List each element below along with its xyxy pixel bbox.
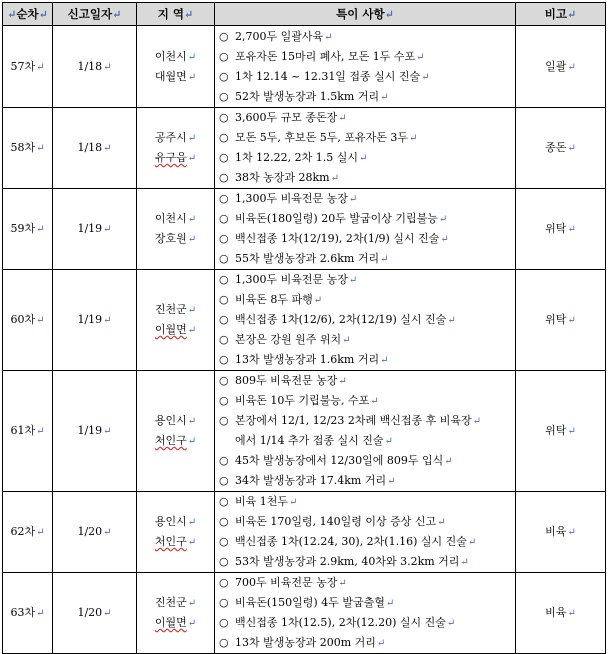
header-seq: ↵순차↵ <box>3 3 53 26</box>
detail-item: ○ 1차 12.22, 2차 1.5 실시↵ <box>219 148 515 168</box>
bullet-icon: ○ <box>219 515 229 528</box>
bullet-icon: ○ <box>219 171 229 184</box>
paragraph-mark-icon: ↵ <box>187 618 197 629</box>
bullet-icon: ○ <box>219 49 229 63</box>
paragraph-mark-icon: ↵ <box>289 497 298 508</box>
detail-item: ○ 53차 발생농장과 2.9km, 40차와 3.2km 거리↵ <box>219 552 515 572</box>
bullet-icon: ○ <box>219 353 229 366</box>
cell-seq: 60차↵ <box>3 270 53 371</box>
header-region: 지 역↵ <box>137 3 215 26</box>
paragraph-mark-icon: ↵ <box>36 426 45 437</box>
paragraph-mark-icon: ↵ <box>567 608 576 619</box>
detail-item: ○ 비육돈 170일령, 140일령 이상 증상 신고↵ <box>219 512 515 532</box>
cell-region: 이천시↵ 장호원↵ <box>137 189 215 270</box>
header-remarks: 비고↵ <box>516 3 606 26</box>
paragraph-mark-icon: ↵ <box>338 376 347 387</box>
table-row <box>3 270 606 371</box>
paragraph-mark-icon: ↵ <box>408 133 418 144</box>
detail-item: ○ 비육돈 8두 파행↵ <box>219 290 515 310</box>
detail-item: ○ 백신접종 1차(12.5), 2차(12.20) 실시 진술↵ <box>219 613 515 633</box>
paragraph-mark-icon: ↵ <box>567 143 576 154</box>
paragraph-mark-icon: ↵ <box>36 608 45 619</box>
paragraph-mark-icon: ↵ <box>187 325 197 336</box>
paragraph-mark-icon: ↵ <box>370 396 379 407</box>
paragraph-mark-icon: ↵ <box>440 234 449 245</box>
paragraph-mark-icon: ↵ <box>567 224 576 235</box>
paragraph-mark-icon: ↵ <box>103 608 112 619</box>
paragraph-mark-icon: ↵ <box>342 335 351 346</box>
paragraph-mark-icon: ↵ <box>187 133 197 144</box>
bullet-icon: ○ <box>219 414 229 427</box>
detail-item: ○ 1차 12.14 ~ 12.31일 접종 실시 진술↵ <box>219 67 515 87</box>
paragraph-mark-icon: ↵ <box>438 214 448 225</box>
paragraph-mark-icon: ↵ <box>447 315 456 326</box>
bullet-icon: ○ <box>219 313 229 326</box>
paragraph-mark-icon: ↵ <box>338 113 347 124</box>
table-row <box>3 492 606 573</box>
cell-remarks: 위탁↵ <box>516 189 606 270</box>
cell-seq: 57차↵ <box>3 26 53 108</box>
cell-seq: 63차↵ <box>3 573 53 654</box>
detail-item: ○ 809두 비육전문 농장↵ <box>219 371 515 391</box>
cell-region: 진천군↵ 이월면↵ <box>137 270 215 371</box>
paragraph-mark-icon: ↵ <box>103 527 112 538</box>
cell-date: 1/20↵ <box>53 573 137 654</box>
cell-region: 이천시↵ 대월면↵ <box>137 26 215 108</box>
paragraph-mark-icon: ↵ <box>387 476 396 487</box>
paragraph-mark-icon: ↵ <box>437 517 446 528</box>
bullet-icon: ○ <box>219 273 229 286</box>
cell-seq: 59차↵ <box>3 189 53 270</box>
detail-item: ○ 3,600두 규모 종돈장↵ <box>219 108 515 128</box>
cell-date: 1/20↵ <box>53 492 137 573</box>
cell-date: 1/19↵ <box>53 189 137 270</box>
cell-details <box>215 492 516 573</box>
paragraph-mark-icon: ↵ <box>36 527 45 538</box>
detail-item: ○ 모돈 5두, 후보돈 5두, 포유자돈 3두↵ <box>219 128 515 148</box>
header-row <box>3 3 606 26</box>
table-row <box>3 108 606 189</box>
bullet-icon: ○ <box>219 616 229 629</box>
bullet-icon: ○ <box>219 495 229 508</box>
paragraph-mark-icon: ↵ <box>348 194 358 205</box>
paragraph-mark-icon: ↵ <box>187 416 197 427</box>
bullet-icon: ○ <box>219 636 229 649</box>
paragraph-mark-icon: ↵ <box>36 61 45 73</box>
detail-item: ○ 1,300두 비육전문 농장↵ <box>219 270 515 290</box>
cell-details <box>215 26 516 108</box>
detail-item: ○ 본장에서 12/1, 12/23 2차례 백신접종 후 비육장↵ <box>219 411 515 431</box>
paragraph-mark-icon: ↵ <box>187 234 197 245</box>
cell-details <box>215 189 516 270</box>
bullet-icon: ○ <box>219 474 229 487</box>
paragraph-mark-icon: ↵ <box>187 598 197 609</box>
paragraph-mark-icon: ↵ <box>348 275 358 286</box>
cell-seq: 58차↵ <box>3 108 53 189</box>
paragraph-mark-icon: ↵ <box>380 254 389 265</box>
paragraph-mark-icon: ↵ <box>567 527 576 538</box>
cell-date: 1/19↵ <box>53 270 137 371</box>
paragraph-mark-icon: ↵ <box>324 31 333 43</box>
paragraph-mark-icon: ↵ <box>330 173 339 184</box>
cell-remarks: 위탁↵ <box>516 371 606 492</box>
bullet-icon: ○ <box>219 69 229 83</box>
cell-details <box>215 573 516 654</box>
paragraph-mark-icon: ↵ <box>380 91 389 103</box>
bullet-icon: ○ <box>219 232 229 245</box>
cell-region: 진천군↵ 이월면↵ <box>137 573 215 654</box>
detail-item: ○ 비육돈 10두 기립불능, 수포↵ <box>219 391 515 411</box>
paragraph-mark-icon: ↵ <box>187 305 197 316</box>
paragraph-mark-icon: ↵ <box>567 61 576 73</box>
detail-item: ○ 13차 발생농장과 200m 거리↵ <box>219 633 515 653</box>
paragraph-mark-icon: ↵ <box>567 315 576 326</box>
paragraph-mark-icon: ↵ <box>187 517 197 528</box>
bullet-icon: ○ <box>219 454 229 467</box>
table-row <box>3 189 606 270</box>
bullet-icon: ○ <box>219 293 229 306</box>
detail-item: ○ 비육돈(180일령) 20두 발굽이상 기립불능↵ <box>219 209 515 229</box>
detail-item: ○ 백신접종 1차(12/19), 2차(1/9) 실시 진술↵ <box>219 229 515 249</box>
paragraph-mark-icon: ↵ <box>421 71 430 83</box>
paragraph-mark-icon: ↵ <box>187 51 197 63</box>
cell-details <box>215 108 516 189</box>
paragraph-mark-icon: ↵ <box>187 153 197 164</box>
paragraph-mark-icon: ↵ <box>187 214 197 225</box>
cell-seq: 61차↵ <box>3 371 53 492</box>
detail-item: ○ 비육 1천두↵ <box>219 492 515 512</box>
paragraph-mark-icon: ↵ <box>444 456 453 467</box>
paragraph-mark-icon: ↵ <box>416 51 425 63</box>
paragraph-mark-icon: ↵ <box>187 71 197 83</box>
paragraph-mark-icon: ↵ <box>384 436 393 447</box>
outbreak-table <box>2 2 606 654</box>
bullet-icon: ○ <box>219 212 229 225</box>
paragraph-mark-icon: ↵ <box>313 295 323 306</box>
cell-remarks: 위탁↵ <box>516 270 606 371</box>
cell-seq: 62차↵ <box>3 492 53 573</box>
cell-remarks: 일괄↵ <box>516 26 606 108</box>
cell-region: 용인시↵ 처인구↵ <box>137 492 215 573</box>
paragraph-mark-icon: ↵ <box>36 315 45 326</box>
bullet-icon: ○ <box>219 252 229 265</box>
detail-item: ○ 13차 발생농장과 1.6km 거리↵ <box>219 350 515 370</box>
paragraph-mark-icon: ↵ <box>103 426 112 437</box>
cell-date: 1/18↵ <box>53 26 137 108</box>
table-row <box>3 26 606 108</box>
paragraph-mark-icon: ↵ <box>467 537 477 548</box>
bullet-icon: ○ <box>219 576 229 589</box>
header-date: 신고일자↵ <box>53 3 137 26</box>
detail-item: ○ 34차 발생농장과 17.4km 거리↵ <box>219 471 515 491</box>
cell-remarks: 종돈↵ <box>516 108 606 189</box>
paragraph-mark-icon: ↵ <box>187 537 197 548</box>
detail-item: ○ 백신접종 1차(12/6), 2차(12/19) 실시 진술↵ <box>219 310 515 330</box>
bullet-icon: ○ <box>219 535 229 548</box>
paragraph-mark-icon: ↵ <box>36 224 45 235</box>
bullet-icon: ○ <box>219 596 229 609</box>
header-details: 특이 사항↵ <box>215 3 516 26</box>
bullet-icon: ○ <box>219 89 229 103</box>
paragraph-mark-icon: ↵ <box>103 61 112 73</box>
table-row <box>3 371 606 492</box>
paragraph-mark-icon: ↵ <box>446 618 456 629</box>
paragraph-mark-icon: ↵ <box>103 315 112 326</box>
cell-region: 용인시↵ 처인구↵ <box>137 371 215 492</box>
bullet-icon: ○ <box>219 374 229 387</box>
detail-item: ○ 52차 발생농장과 1.5km 거리↵ <box>219 87 515 107</box>
paragraph-mark-icon: ↵ <box>358 153 368 164</box>
paragraph-mark-icon: ↵ <box>567 426 576 437</box>
bullet-icon: ○ <box>219 394 229 407</box>
table-row <box>3 573 606 654</box>
detail-item: ○ 55차 발생농장과 2.6km 거리↵ <box>219 249 515 269</box>
bullet-icon: ○ <box>219 151 229 164</box>
paragraph-mark-icon: ↵ <box>103 143 112 154</box>
cell-remarks: 비육↵ <box>516 492 606 573</box>
paragraph-mark-icon: ↵ <box>338 578 347 589</box>
detail-item: 에서 1/14 추가 접종 실시 진술↵ <box>235 434 393 447</box>
bullet-icon: ○ <box>219 333 229 346</box>
bullet-icon: ○ <box>219 29 229 43</box>
cell-date: 1/19↵ <box>53 371 137 492</box>
detail-item: ○ 38차 농장과 28km↵ <box>219 168 515 188</box>
paragraph-mark-icon: ↵ <box>460 557 469 568</box>
paragraph-mark-icon: ↵ <box>376 638 386 649</box>
detail-item: ○ 2,700두 일괄사육↵ <box>219 27 515 47</box>
paragraph-mark-icon: ↵ <box>472 416 482 427</box>
cell-details <box>215 270 516 371</box>
cell-region: 공주시↵ 유구읍↵ <box>137 108 215 189</box>
detail-item: ○ 비육돈(150일령) 4두 발굽출혈↵ <box>219 593 515 613</box>
detail-item: ○ 백신접종 1차(12.24, 30), 2차(1.16) 실시 진술↵ <box>219 532 515 552</box>
paragraph-mark-icon: ↵ <box>187 436 197 447</box>
detail-item: ○ 포유자돈 15마리 폐사, 모돈 1두 수포↵ <box>219 47 515 67</box>
cell-details <box>215 371 516 492</box>
cell-date: 1/18↵ <box>53 108 137 189</box>
paragraph-mark-icon: ↵ <box>36 143 45 154</box>
detail-item: ○ 1,300두 비육전문 농장↵ <box>219 189 515 209</box>
bullet-icon: ○ <box>219 555 229 568</box>
paragraph-mark-icon: ↵ <box>380 355 389 366</box>
bullet-icon: ○ <box>219 111 229 124</box>
detail-item: ○ 45차 발생농장에서 12/30일에 809두 입식↵ <box>219 451 515 471</box>
paragraph-mark-icon: ↵ <box>103 224 112 235</box>
detail-item: ○ 본장은 강원 원주 위치↵ <box>219 330 515 350</box>
cell-remarks: 비육↵ <box>516 573 606 654</box>
paragraph-mark-icon: ↵ <box>385 598 395 609</box>
bullet-icon: ○ <box>219 192 229 205</box>
detail-item: ○ 700두 비육전문 농장↵ <box>219 573 515 593</box>
bullet-icon: ○ <box>219 131 229 144</box>
